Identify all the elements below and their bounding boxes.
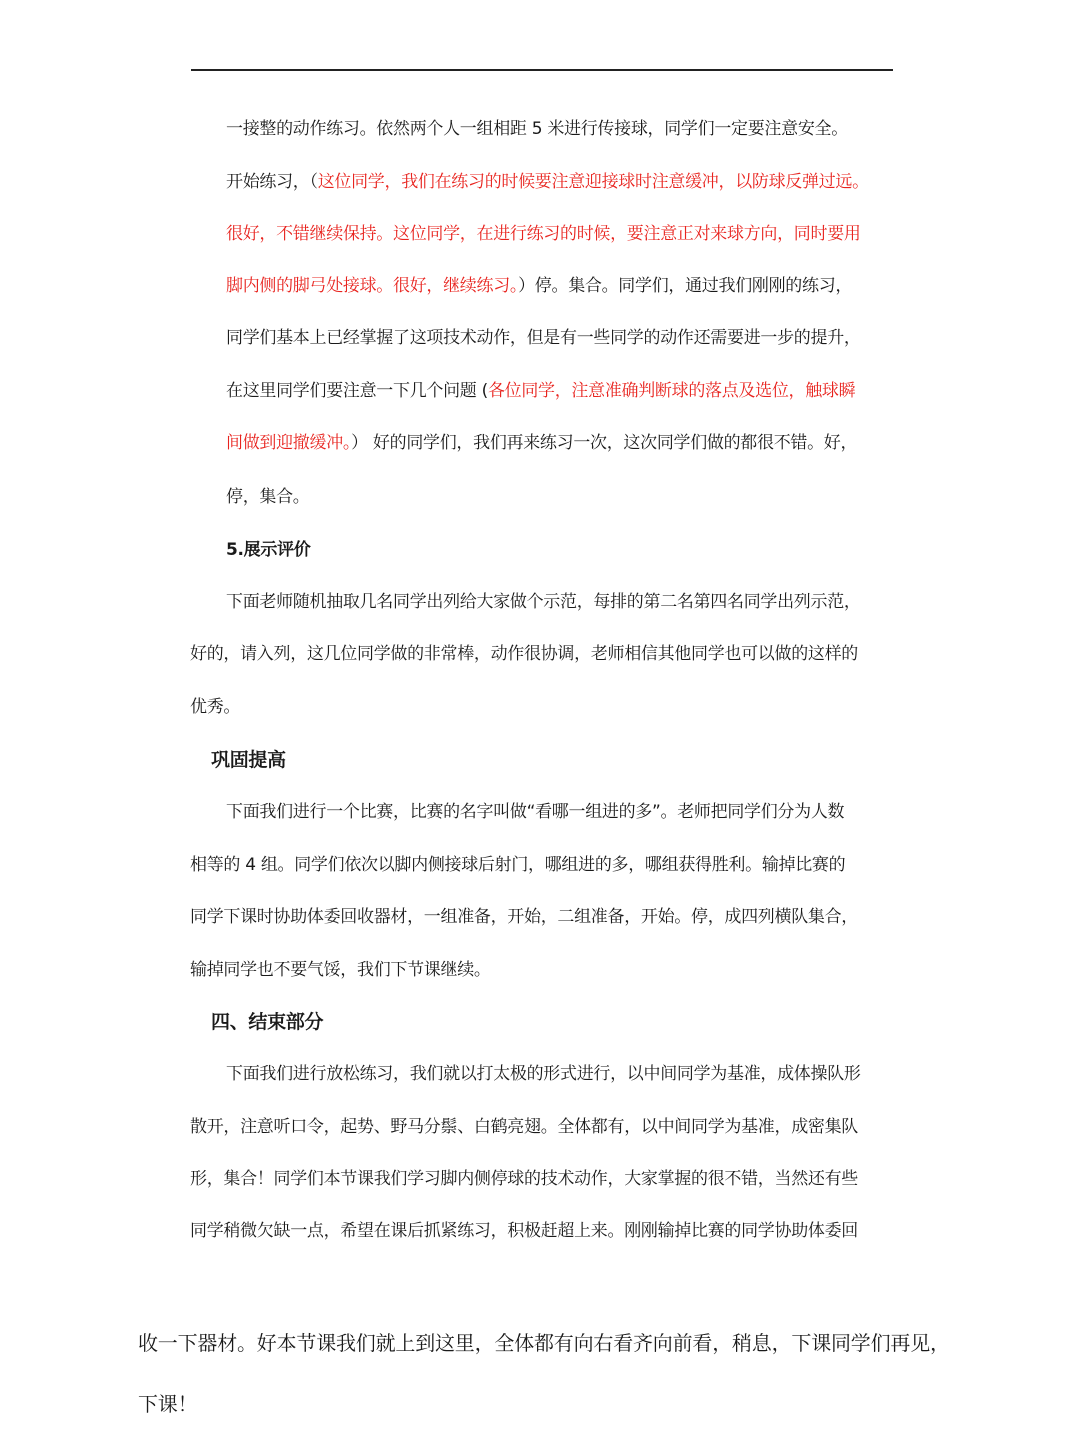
line-text: ） 好的同学们，我们再来练习一次，这次同学们做的都很不错。好， [351, 433, 858, 453]
paragraph-line: 同学下课时协助体委回收器材，一组准备，开始，二组准备，开始。停，成四列横队集合， [190, 907, 858, 927]
paragraph-line: 输掉同学也不要气馁，我们下节课继续。 [190, 960, 491, 980]
paragraph-line: 同学们基本上已经掌握了这项技术动作，但是有一些同学的动作还需要进一步的提升， [226, 328, 861, 348]
paragraph-line: 优秀。 [190, 697, 241, 717]
line-text: ）停。集合。同学们，通过我们刚刚的练习， [518, 276, 853, 296]
paragraph-line: 散开，注意听口令，起势、野马分鬃、白鹤亮翅。全体都有，以中间同学为基准，成密集队 [190, 1117, 858, 1137]
paragraph-line: 好的，请入列，这几位同学做的非常棒，动作很协调，老师相信其他同学也可以做的这样的 [190, 644, 858, 664]
paragraph-line: 相等的 4 组。同学们依次以脚内侧接球后射门，哪组进的多，哪组获得胜利。输掉比赛的 [190, 855, 846, 875]
red-instruction-line: 很好，不错继续保持。这位同学，在进行练习的时候，要注意正对来球方向，同时要用 [226, 224, 861, 244]
red-instruction-text: 间做到迎撤缓冲。 [226, 433, 352, 453]
red-instruction-text: 脚内侧的脚弓处接球。很好，继续练习。 [226, 276, 519, 296]
red-instruction-text: 各位同学，注意准确判断球的落点及选位，触球瞬 [487, 381, 856, 401]
paragraph-line [226, 274, 892, 298]
red-instruction-text: 这位同学，我们在练习的时候要注意迎接球时注意缓冲，以防球反弹过远。 [317, 172, 869, 192]
section-heading: 巩固提高 [211, 749, 286, 771]
paragraph-line: 下课！ [138, 1392, 198, 1416]
paragraph-line [226, 379, 892, 403]
paragraph-line: 形，集合！同学们本节课我们学习脚内侧停球的技术动作，大家掌握的很不错，当然还有些 [190, 1169, 858, 1189]
line-text: 在这里同学们要注意一下几个问题 ( [226, 381, 488, 401]
paragraph-line: 下面我们进行一个比赛，比赛的名字叫做“看哪一组进的多”。老师把同学们分为人数 [226, 802, 845, 822]
paragraph-line: 一接整的动作练习。依然两个人一组相距 5 米进行传接球，同学们一定要注意安全。 [226, 119, 848, 139]
paragraph-line [226, 431, 892, 455]
section-heading: 5.展示评价 [226, 540, 311, 560]
paragraph-line: 停，集合。 [226, 487, 310, 507]
paragraph-line [226, 170, 892, 194]
section-heading: 四、结束部分 [211, 1011, 324, 1033]
paragraph-line: 收一下器材。好本节课我们就上到这里，全体都有向右看齐向前看，稍息，下课同学们再见， [138, 1331, 950, 1355]
paragraph-line: 同学稍微欠缺一点，希望在课后抓紧练习，积极赶超上来。刚刚输掉比赛的同学协助体委回 [190, 1221, 858, 1241]
line-text: 开始练习，（ [226, 172, 318, 192]
paragraph-line: 下面老师随机抽取几名同学出列给大家做个示范，每排的第二名第四名同学出列示范， [226, 592, 861, 612]
header-rule [191, 69, 893, 71]
paragraph-line: 下面我们进行放松练习，我们就以打太极的形式进行，以中间同学为基准，成体操队形 [226, 1064, 861, 1084]
